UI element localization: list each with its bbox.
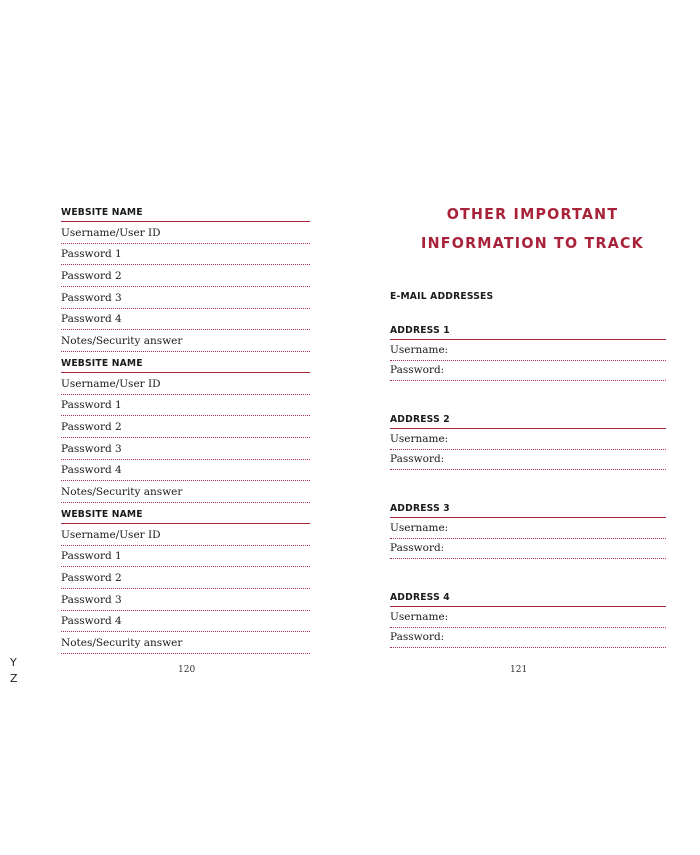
- field-username: Username/User ID: [61, 222, 310, 244]
- address-entry-1: [390, 324, 666, 381]
- field-username: Username:: [390, 607, 666, 628]
- address-entry-4: [390, 591, 666, 648]
- address-heading: ADDRESS 3: [390, 502, 666, 518]
- field-username: Username/User ID: [61, 524, 310, 546]
- field-password-4: Password 4: [61, 309, 310, 331]
- page-number-left: 120: [178, 665, 196, 675]
- field-password-3: Password 3: [61, 438, 310, 460]
- address-entry-3: [390, 502, 666, 559]
- field-password-3: Password 3: [61, 589, 310, 611]
- field-password-3: Password 3: [61, 287, 310, 309]
- website-entry-2: [61, 354, 310, 503]
- side-tab-letter-z: Z: [10, 672, 18, 685]
- field-username: Username:: [390, 429, 666, 450]
- field-notes: Notes/Security answer: [61, 632, 310, 654]
- field-username: Username:: [390, 518, 666, 539]
- website-name-heading: WEBSITE NAME: [61, 354, 310, 373]
- field-password: Password:: [390, 450, 666, 471]
- field-username: Username/User ID: [61, 373, 310, 395]
- side-tab-letter-y: Y: [10, 656, 17, 669]
- website-name-heading: WEBSITE NAME: [61, 203, 310, 222]
- field-password-2: Password 2: [61, 416, 310, 438]
- field-username: Username:: [390, 340, 666, 361]
- field-password-4: Password 4: [61, 611, 310, 633]
- page-title-line-2: INFORMATION TO TRACK: [421, 234, 644, 252]
- website-entry-3: [61, 505, 310, 654]
- field-password-1: Password 1: [61, 395, 310, 417]
- field-password-2: Password 2: [61, 265, 310, 287]
- field-password: Password:: [390, 628, 666, 649]
- address-heading: ADDRESS 4: [390, 591, 666, 607]
- field-password: Password:: [390, 539, 666, 560]
- field-password-1: Password 1: [61, 546, 310, 568]
- address-heading: ADDRESS 2: [390, 413, 666, 429]
- field-password-2: Password 2: [61, 567, 310, 589]
- field-notes: Notes/Security answer: [61, 330, 310, 352]
- address-heading: ADDRESS 1: [390, 324, 666, 340]
- address-entry-2: [390, 413, 666, 470]
- page-title-line-1: OTHER IMPORTANT: [446, 205, 619, 223]
- right-page: [350, 0, 700, 855]
- website-name-heading: WEBSITE NAME: [61, 505, 310, 524]
- website-entry-1: [61, 203, 310, 352]
- field-password: Password:: [390, 361, 666, 382]
- email-addresses-heading: E-MAIL ADDRESSES: [390, 291, 494, 302]
- field-notes: Notes/Security answer: [61, 481, 310, 503]
- field-password-1: Password 1: [61, 244, 310, 266]
- field-password-4: Password 4: [61, 460, 310, 482]
- page-number-right: 121: [510, 665, 528, 675]
